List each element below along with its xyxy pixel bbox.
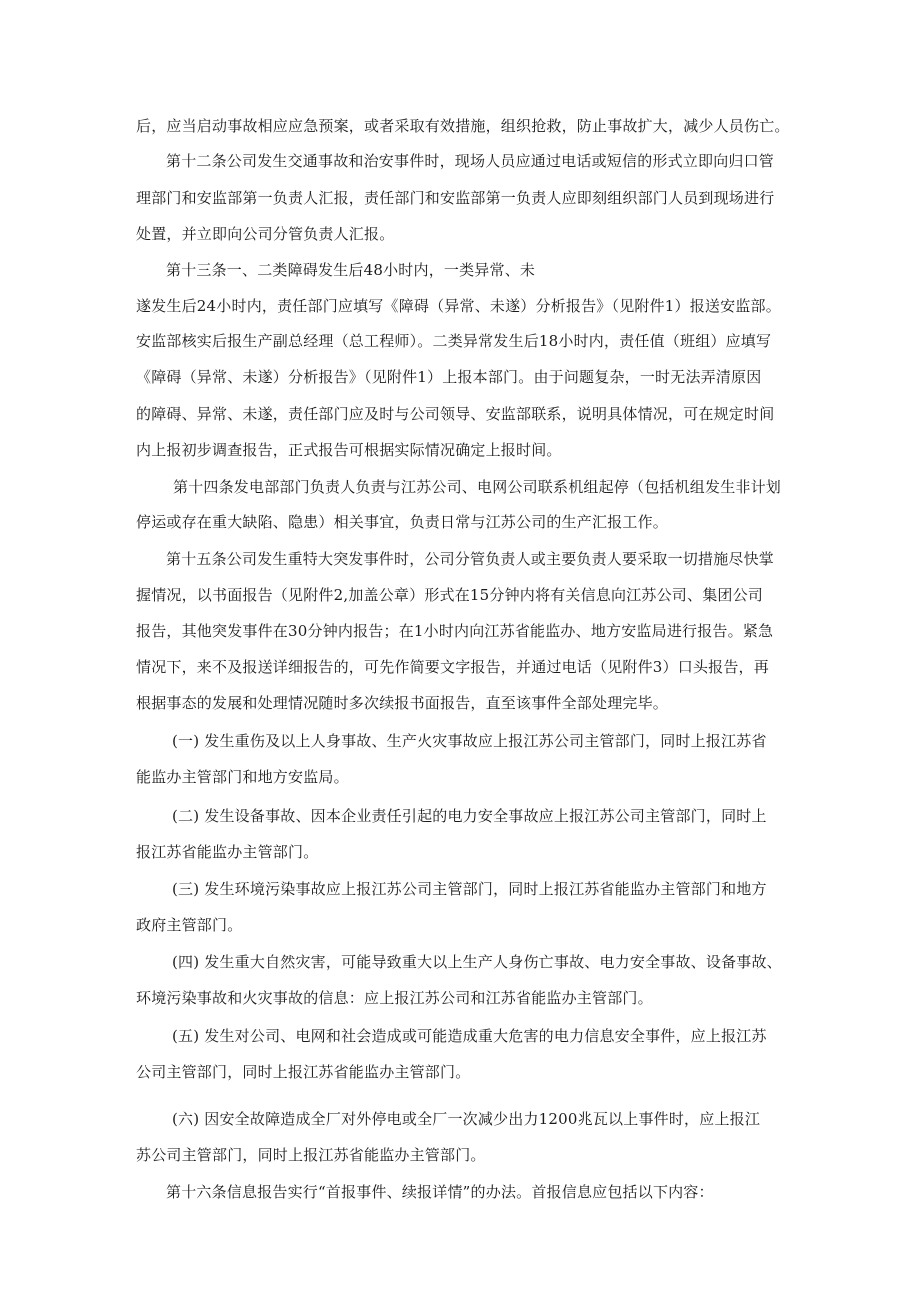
text-line: 理部门和安监部第一负责人汇报，责任部门和安监部第一负责人应即刻组织部门人员到现场进行: [136, 189, 775, 207]
text-line: 的障碍、异常、未遂，责任部门应及时与公司领导、安监部联系，说明具体情况，可在规定时间: [136, 405, 775, 423]
text-line: (六) 因安全故障造成全厂对外停电或全厂一次减少出力1200兆瓦以上事件时，应上报江: [172, 1110, 761, 1128]
text-line: 情况下，来不及报送详细报告的，可先作简要文字报告，并通过电话（见附件3）口头报告，再: [136, 658, 769, 676]
text-line: 第十五条公司发生重特大突发事件时，公司分管负责人或主要负责人要采取一切措施尽快掌: [166, 550, 775, 568]
text-line: (五) 发生对公司、电网和社会造成或可能造成重大危害的电力信息安全事件，应上报江苏: [172, 1027, 767, 1045]
text-line: 处置，并立即向公司分管负责人汇报。: [136, 225, 395, 243]
text-line: 第十六条信息报告实行“首报事件、续报详情”的办法。首报信息应包括以下内容：: [166, 1183, 714, 1201]
text-line: 苏公司主管部门，同时上报江苏省能监办主管部门。: [136, 1146, 486, 1164]
text-line: (一) 发生重伤及以上人身事故、生产火灾事故应上报江苏公司主管部门，同时上报江苏省: [172, 732, 767, 750]
text-line: 第十四条发电部部门负责人负责与江苏公司、电网公司联系机组起停（包括机组发生非计划: [173, 478, 782, 496]
text-line: 第十三条一、二类障碍发生后48小时内，一类异常、未: [166, 261, 536, 279]
text-line: 报告，其他突发事件在30分钟内报告；在1小时内向江苏省能监办、地方安监局进行报告。紧急: [136, 622, 774, 640]
text-line: (四) 发生重大自然灾害，可能导致重大以上生产人身伤亡事故、电力安全事故、设备事故、: [172, 953, 782, 971]
text-line: 政府主管部门。: [136, 916, 243, 934]
text-line: 根据事态的发展和处理情况随时多次续报书面报告，直至该事件全部处理完毕。: [136, 694, 669, 712]
text-line: (三) 发生环境污染事故应上报江苏公司主管部门，同时上报江苏省能监办主管部门和地方: [172, 880, 767, 898]
text-line: 遂发生后24小时内，责任部门应填写《障碍（异常、未遂）分析报告》（见附件1）报送安监部。: [136, 297, 781, 315]
text-line: 第十二条公司发生交通事故和治安事件时，现场人员应通过电话或短信的形式立即向归口管: [166, 152, 775, 170]
text-line: 《障碍（异常、未遂）分析报告》（见附件1）上报本部门。由于问题复杂，一时无法弄清原因: [136, 368, 762, 386]
text-line: 报江苏省能监办主管部门。: [136, 843, 319, 861]
text-line: (二) 发生设备事故、因本企业责任引起的电力安全事故应上报江苏公司主管部门，同时上: [172, 807, 767, 825]
text-line: 停运或存在重大缺陷、隐患）相关事宜，负责日常与江苏公司的生产汇报工作。: [136, 513, 669, 531]
text-line: 环境污染事故和火灾事故的信息：应上报江苏公司和江苏省能监办主管部门。: [136, 989, 653, 1007]
text-line: 后，应当启动事故相应应急预案，或者采取有效措施，组织抢救，防止事故扩大，减少人员伤亡。: [136, 117, 790, 135]
text-line: 能监办主管部门和地方安监局。: [136, 768, 349, 786]
text-line: 安监部核实后报生产副总经理（总工程师）。二类异常发生后18小时内，责任值（班组）应填写: [136, 332, 772, 350]
text-line: 握情况，以书面报告（见附件2,加盖公章）形式在15分钟内将有关信息向江苏公司、集团公司: [136, 586, 764, 604]
text-line: 公司主管部门，同时上报江苏省能监办主管部门。: [136, 1063, 471, 1081]
text-line: 内上报初步调查报告，正式报告可根据实际情况确定上报时间。: [136, 441, 562, 459]
